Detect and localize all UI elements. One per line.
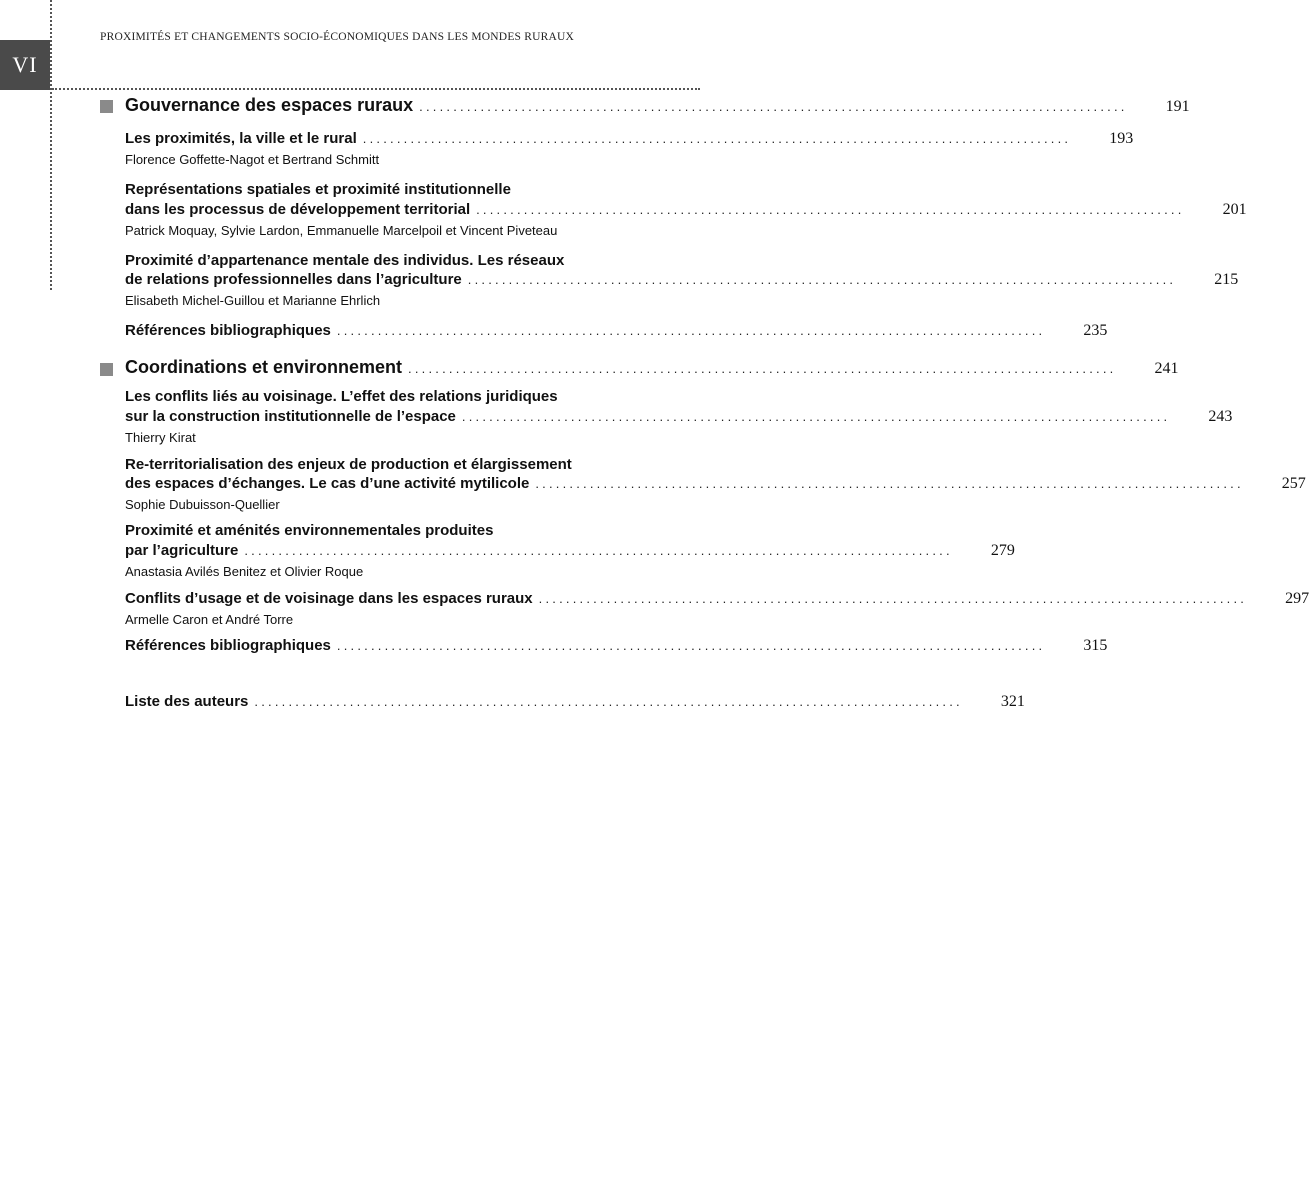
entry-authors: Patrick Moquay, Sylvie Lardon, Emmanuelle Marcelpoil et Vincent Piveteau [125,223,558,238]
page-ref: 243 [1208,408,1233,425]
toc-entry[interactable] [125,201,1247,219]
toc-entry-authors-list[interactable] [125,693,1025,711]
page-ref: 191 [1165,98,1190,115]
toc-entry[interactable] [125,475,1306,493]
entry-title: Conflits d’usage et de voisinage dans les espaces ruraux [125,590,533,607]
leader-dots: ........................................................................................................ [254,694,963,709]
section-bullet-icon [100,363,113,376]
page-ref: 241 [1154,360,1179,377]
entry-title: Références bibliographiques [125,637,331,654]
leader-dots: ........................................................................................................ [419,99,1128,114]
horizontal-dotted-rule [52,88,700,90]
page-ref: 279 [990,542,1015,559]
entry-title-line[interactable]: Représentations spatiales et proximité institutionnelle [125,181,511,198]
entry-title: des espaces d’échanges. Le cas d’une activité mytilicole [125,475,530,492]
toc-entry[interactable] [125,271,1239,289]
entry-title: Les proximités, la ville et le rural [125,130,357,147]
section-bullet-icon [100,100,113,113]
toc-entry[interactable] [125,590,1309,608]
running-head: PROXIMITÉS ET CHANGEMENTS SOCIO-ÉCONOMIQUES DANS LES MONDES RURAUX [100,31,574,43]
leader-dots: ........................................................................................................ [362,131,1072,146]
entry-title: sur la construction institutionnelle de l’espace [125,408,456,425]
page-ref: 297 [1285,590,1309,607]
page-number: VI [12,52,38,77]
toc-entry[interactable] [125,542,1015,560]
toc-entry-references[interactable] [125,322,1108,340]
leader-dots: ........................................................................................................ [336,323,1046,338]
leader-dots: ........................................................................................................ [461,409,1171,424]
page-number-tab [0,40,50,90]
page-ref: 321 [1000,693,1025,710]
section-title: Coordinations et environnement [125,357,403,377]
entry-title: Liste des auteurs [125,693,249,710]
leader-dots: ........................................................................................................ [244,543,953,558]
entry-authors: Sophie Dubuisson-Quellier [125,497,280,512]
page-ref: 315 [1083,637,1108,654]
entry-title: Références bibliographiques [125,322,331,339]
page-ref: 193 [1109,130,1134,147]
entry-title: de relations professionnelles dans l’agriculture [125,271,462,288]
toc-entry-references[interactable] [125,637,1108,655]
entry-authors: Armelle Caron et André Torre [125,612,294,627]
page-ref: 201 [1222,201,1247,218]
leader-dots: ........................................................................................................ [336,638,1046,653]
entry-title-line[interactable]: Proximité et aménités environnementales produites [125,522,494,539]
page-ref: 235 [1083,322,1108,339]
leader-dots: ........................................................................................................ [467,272,1177,287]
page-ref: 215 [1214,271,1239,288]
toc-entry[interactable] [125,408,1233,426]
toc-entry[interactable] [125,130,1134,148]
entry-title: dans les processus de développement territorial [125,201,471,218]
leader-dots: ........................................................................................................ [535,476,1244,491]
leader-dots: ........................................................................................................ [476,202,1185,217]
entry-authors: Florence Goffette-Nagot et Bertrand Schmitt [125,152,380,167]
entry-authors: Elisabeth Michel-Guillou et Marianne Ehrlich [125,293,381,308]
leader-dots: ........................................................................................................ [408,361,1117,376]
entry-title: par l’agriculture [125,542,239,559]
section-title: Gouvernance des espaces ruraux [125,95,414,115]
vertical-dotted-rule [50,0,52,290]
entry-authors: Anastasia Avilés Benitez et Olivier Roque [125,564,364,579]
page-ref: 257 [1281,475,1306,492]
entry-authors: Thierry Kirat [125,430,196,445]
entry-title-line[interactable]: Re-territorialisation des enjeux de production et élargissement [125,456,572,473]
entry-title-line[interactable]: Proximité d’appartenance mentale des individus. Les réseaux [125,252,565,269]
entry-title-line[interactable]: Les conflits liés au voisinage. L’effet des relations juridiques [125,388,558,405]
leader-dots: ........................................................................................................ [538,591,1248,606]
toc-section-gouvernance[interactable] [125,95,1190,116]
toc-section-coordinations[interactable] [125,357,1179,378]
